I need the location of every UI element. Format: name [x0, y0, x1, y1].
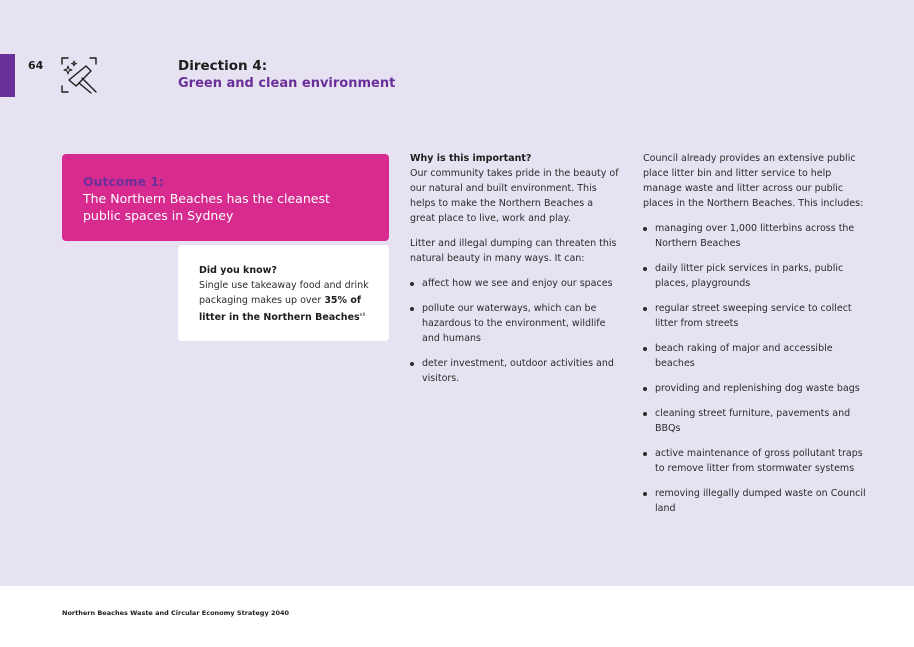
outcome-box: [62, 154, 389, 241]
why-important-title: Why is this important?: [410, 153, 532, 164]
reference-marker: xii: [359, 312, 366, 318]
did-you-know-text-plain: Single use takeaway food and drink packaging makes up over: [199, 280, 369, 306]
direction-heading: [178, 58, 395, 92]
did-you-know-text-bold: 35% of litter in the Northern Beaches: [199, 295, 362, 324]
list-item: cleaning street furniture, pavements and BBQs: [643, 406, 868, 436]
list-item: regular street sweeping service to collect litter from streets: [643, 301, 868, 331]
list-item: beach raking of major and accessible beaches: [643, 341, 868, 371]
direction-title: Direction 4:: [178, 58, 268, 74]
why-important-column: [410, 151, 620, 396]
outcome-text: The Northern Beaches has the cleanest public spaces in Sydney: [83, 191, 330, 223]
why-important-para-1: Our community takes pride in the beauty of our natural and built environment. This helps to make the Northern Beaches a great place to live, work and play.: [410, 168, 619, 224]
list-item: affect how we see and enjoy our spaces: [410, 276, 620, 291]
direction-subtitle: Green and clean environment: [178, 76, 396, 91]
list-item: daily litter pick services in parks, public places, playgrounds: [643, 261, 868, 291]
council-services-list: [643, 221, 868, 516]
did-you-know-text: [199, 278, 379, 325]
page-number: 64: [28, 59, 44, 72]
list-item: deter investment, outdoor activities and visitors.: [410, 356, 620, 386]
did-you-know-box: [178, 245, 389, 341]
why-important-para-2: Litter and illegal dumping can threaten this natural beauty in many ways. It can:: [410, 238, 617, 264]
page-edge-tab: [0, 54, 15, 97]
list-item: active maintenance of gross pollutant traps to remove litter from stormwater systems: [643, 446, 868, 476]
list-item: managing over 1,000 litterbins across the Northern Beaches: [643, 221, 868, 251]
window-squeegee-clean-icon: [60, 56, 98, 94]
list-item: pollute our waterways, which can be hazardous to the environment, wildlife and humans: [410, 301, 620, 346]
footer-document-title: Northern Beaches Waste and Circular Economy Strategy 2040: [62, 609, 290, 617]
why-important-list: [410, 276, 620, 386]
outcome-label: Outcome 1:: [83, 174, 165, 189]
list-item: removing illegally dumped waste on Council land: [643, 486, 868, 516]
council-services-column: [643, 151, 868, 526]
list-item: providing and replenishing dog waste bags: [643, 381, 868, 396]
council-services-intro: Council already provides an extensive public place litter bin and litter service to help manage waste and litter across our public places in the Northern Beaches. This includes:: [643, 153, 864, 209]
did-you-know-title: Did you know?: [199, 265, 277, 276]
